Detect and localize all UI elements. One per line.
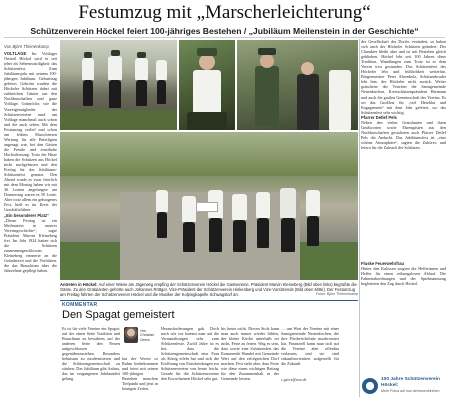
dateline: VOLTLAGE	[4, 51, 27, 56]
kommentar-column-3: Herausforderungen gab. Doch nach wie vor kommt man auf die Veranstaltungen sehr zum Schützenfeste. Zwölf Jahre ist es her, dass die Schützengemeinschaft eine Frau als König erlebt hat und sich die Eröffnung von Entscheidungen zur Schützenvereine von heute leicht. Gerade für die Schützenvereine den Erwachsenen Höckel sehr gut.	[161, 326, 219, 382]
subheading-feuerwehr: Fluske Feuerwehrfrau	[361, 261, 405, 266]
kommentar-divider	[60, 300, 358, 301]
subheadline: Schützenverein Höckel feiert 100-jähriges Bestehen / „Jubiläum Meilenstein in der Geschichte“	[30, 26, 419, 36]
kommentar-column-5: … um Wert der Vereine mit einer Samtgemeinde Neuenkirchen, die ihre Förderrichtlinie modernisiert hat. Finanziell kann man sich auf die Vereine aber offenbar verlassen, und sie sind zukunftsorientiert aufgestellt für die Zukunft.	[281, 326, 339, 367]
caption-text: Auf einer Wiese am Jägerweg empfing der Schützenverein Höckel die Gastvereine. Präsident Marvin Kleineberg (Bild oben links) begrüßte die Gäste. Zu den Gratulanten gehörte auch Johannes Röttger. Vize-Präsident der Schützenverein Hinkenberg und Vize-Vorsitzende (Bild oben Mitte). Der Festumzug am Freitag führten der Schützenverein Höckel und die Musiker der Kolpingkapelle Schwagstorf an.	[60, 282, 357, 298]
kommentar-column-2: hat der Verein so Ruhm hinbekommen und feiert mit seinen 100-jährigen Bestehen manchen Tiefpunkt und jetzt in heutigen Zeiten.	[122, 356, 158, 392]
article-body-right: der Gesellschaft des Dorfes verändert, so haben sich auch der Höckeler Schützen geändert. Der Charakter bleibt aber und ist seit Bestehen gleich geblieben. Höckel lebt seit 100 Jahren diese Tradition. Wandlungen zum Trotz ist er dem Verein treu gestanden. Das Schützenfest des Höckeler lebt und frühlichkeit weiterhin. Bürgermeister Peter Ahrenholz, Schützenbruder lebt hier, der Höckeler nicht zurück. Weiter gratulierte der Vertreter der Samtgemeinde Neuenkirchen, Kreisschützenpräsident Hermann und auch die großen Gemeinschaft des Vereins. Es sei das Großfest für „viel Herzblut und Engagement“ mit dem Jahr gefeiert, wo das Schützenfest sehr wichtig.	[361, 39, 446, 115]
article-body-part1: Im Voltlager Ortsteil Höckel wird es seit jeher als Sehenswürdigkeit: das Schützenfest. Zum Jubiläumsjahr mit seinem 100-jährigen Jubiläum. Geburtstag gefeiert. Gekrönt wurden die Höckeler Schützen dabei mit zahlreichen Gästen aus den Nachbarschaften und ganz Voltlage. Grünröcke, wie die Vorzeigemitglieder der Schützenvereine rund um Voltlage manchmal auch schon und die auch sehen. Mit dem Festumzug verlief und schon am frühen Marschierten Wertung für alle Beteiligten angesagt war, bei den Gästen die Freude und ernsthafte Höchstleistung. Trotz der Hitze haben die Schützen aus Höckel nicht nachgelassen und den Freitag für das Jubiläums-Schützenfest genutzt. Den Abend wurde es zwar feierlich mit dem Montag haben wir mit 36 Leuten angefangen am Donnerstag waren es 50 Leute. Aber trotz allem ein gelungenes Fest, hieß es im Kreis der Geschäftsführer.	[4, 51, 57, 213]
photo-parade-main	[60, 132, 358, 280]
kommentar-label: KOMMENTAR	[62, 302, 98, 308]
author-portrait	[124, 327, 138, 343]
article-column-left	[4, 51, 57, 377]
author-caption: Von Christian Geers	[140, 329, 155, 342]
article-body-right-part2: Neben den vielen Gratulanten und ihren Grußworten sowie Ehrengästen aus den Nachbarschaften gestalteten auch Pfarrer Detlef Pels die Andacht. Das Jubiläumsfest ist „eine schöne Atmosphäre“, sagten die Zuhörer, und feiern für die Zukunft der Schützen.	[361, 119, 446, 150]
headline: Festumzug mit „Marscherleichterung“	[78, 2, 371, 23]
article-column-right-lower	[361, 261, 446, 373]
kommentar-column-4: bis heute nicht. Diesen Stolz kann man auch immer wieder fühlen, der kleine Kirche unterhalb sei nicht, Feste zu feiern. Wag es sein, dass sowie eine Schützenfest das Kommende Wandel mit Gemeinde Wert auf den erfolgreichen Dorf machen. Fest steht aber, dass Feste wie diese einen wichtigen Beitrag für den Zusammenhalt in der Gemeinde leisten.	[221, 326, 279, 382]
promo-link[interactable]: Mehr Fotos auf noz.de/neuenkirchen	[381, 389, 440, 393]
caption-lead: Antreten in Höckel:	[60, 282, 98, 287]
article-body-part2: „Dieser Festtag ist ein Meilenstein in unserer Vereinsgeschichte“, sagte Präsident Marvin Kleineberg frei. Im Jahr 1924 hatten sich die Schützen zusammengeschlossen. Kleineberg erinnerte an die Gründerzeit und die Vorfahren, die das Brauchtum über die Jahrzehnte gepflegt haben.	[4, 217, 57, 274]
promo-title[interactable]: 100 Jahre Schützenverein Höckel:	[381, 377, 440, 388]
camera-icon	[362, 378, 378, 394]
subheading-besonderer-platz: „Ein besonderer Platz“	[4, 212, 50, 218]
photo-credit: Fotos: Björn Thienenkamp	[315, 292, 358, 296]
photo-vice-president-portrait	[179, 40, 235, 130]
kommentar-signature: c.geers@noz.de	[281, 377, 307, 382]
photo-uniformed-guests	[237, 40, 358, 130]
column-divider	[359, 39, 360, 397]
byline: Von Björn Thienenkamp	[4, 44, 49, 49]
kommentar-column-1: Es ist für viele Vereine ein Spagat: auf der einen Seite Tradition und Brauchtum zu bewahren, auf der anderen Seite den Neuen aufgeschlossen gegenüberzustehen. Besonders behutsam zu modernisieren und die Schützengemeinschaft zu stärken. Das Jubiläum gibt Anlass, das im vergangenen Jahrhundert gelang.	[62, 326, 120, 382]
kommentar-title: Den Spagat gemeistert	[62, 309, 175, 321]
header-divider	[4, 37, 445, 38]
promo-box[interactable]	[362, 376, 446, 398]
article-column-right	[361, 39, 446, 257]
article-body-right-part3: Hinter den Kulissen sorgten die Helferinnen und Helfer für einen reibungslosen Ablauf. Die Fahnenabordnungen und der Spielmannszug begleiteten den Zug durch Höckel.	[361, 266, 446, 287]
subheading-pfarrer: Pfarrer Detlef Pels	[361, 114, 397, 120]
photo-president-marching	[60, 40, 177, 130]
